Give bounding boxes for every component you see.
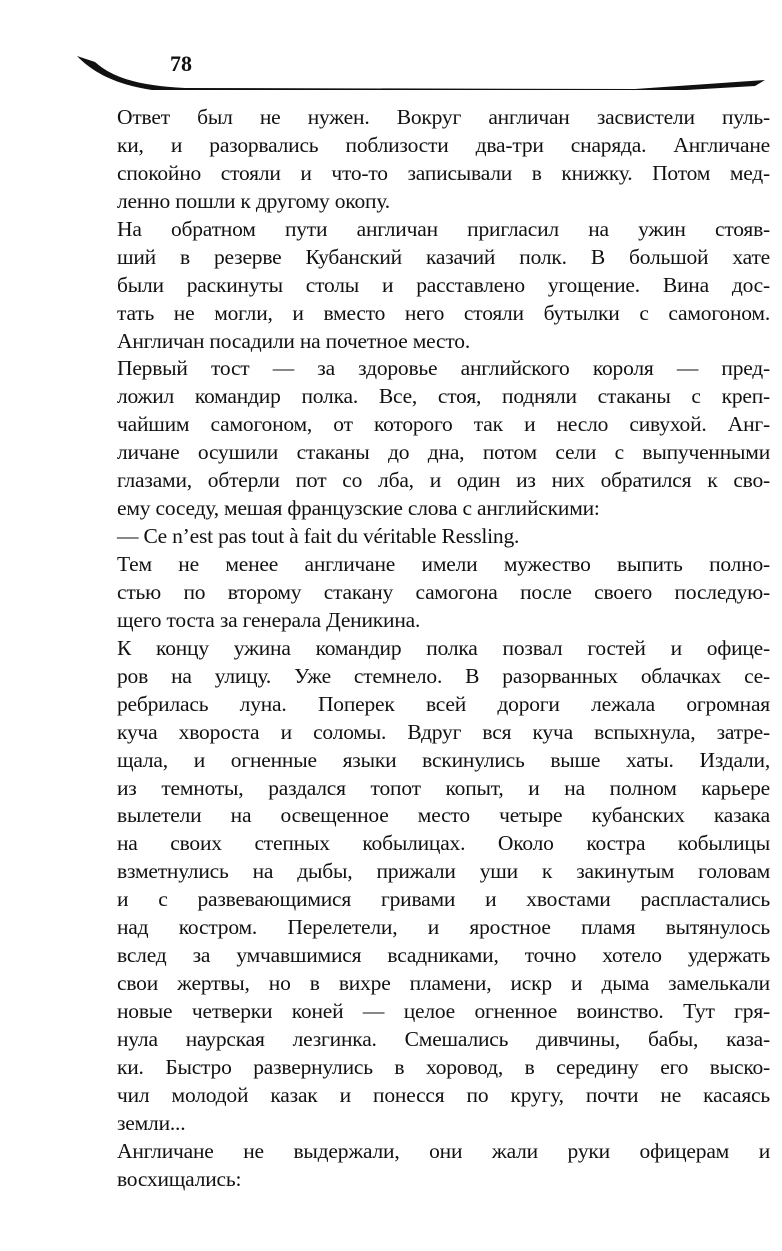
text-line: ки, и разорвались поблизости два-три снаряда. Англичане [117, 132, 770, 157]
text-line: чайшим самогоном, от которого так и несло сивухой. Анг- [117, 412, 770, 437]
text-line: на своих степных кобылицах. Около костра кобылицы [117, 831, 770, 856]
text-line: ший в резерве Кубанский казачий полк. В большой хате [117, 244, 770, 269]
text-line: тать не могли, и вместо него стояли бутылки с самогоном. [117, 300, 770, 325]
text-line: глазами, обтерли пот со лба, и один из них обратился к сво- [117, 468, 770, 493]
text-line: ребрилась луна. Поперек всей дороги лежала огромная [117, 691, 770, 716]
text-line: нула наурская лезгинка. Смешались дивчины, бабы, каза- [117, 1026, 770, 1051]
text-line: личане осушили стаканы до дна, потом сели с выпученными [117, 440, 770, 465]
page-number: 78 [170, 51, 192, 76]
text-line: из темноты, раздался топот копыт, и на полном карьере [117, 775, 770, 800]
text-line: новые четверки коней — целое огненное воинство. Тут гря- [117, 999, 770, 1023]
text-line: ров на улицу. Уже стемнело. В разорванных облачках се- [117, 663, 770, 688]
text-line: чил молодой казак и понесся по кругу, почти не касаясь [117, 1082, 770, 1107]
text-line: Англичан посадили на почетное место. [117, 328, 470, 353]
text-line: ки. Быстро развернулись в хоровод, в середину его выско- [117, 1054, 770, 1079]
text-line: Первый тост — за здоровье английского короля — пред- [117, 356, 770, 381]
text-line: вылетели на освещенное место четыре кубанских казака [117, 803, 770, 828]
text-line: земли... [117, 1110, 186, 1135]
text-line: ленно пошли к другому окопу. [117, 188, 390, 213]
text-line: щего тоста за генерала Деникина. [117, 607, 421, 632]
text-line: над костром. Перелетели, и яростное пламя вытянулось [117, 915, 770, 940]
text-line: куча хвороста и соломы. Вдруг вся куча вспыхнула, затре- [117, 719, 770, 744]
text-line: и с развевающимися гривами и хвостами распластались [117, 887, 770, 912]
text-line: Тем не менее англичане имели мужество выпить полно- [117, 552, 770, 576]
text-line: стью по второму стакану самогона после своего последую- [117, 579, 770, 604]
text-line: свои жертвы, но в вихре пламени, искр и дыма замелькали [117, 971, 770, 996]
text-line: спокойно стояли и что-то записывали в книжку. Потом мед- [117, 160, 770, 185]
body-text [117, 104, 770, 1194]
text-line: взметнулись на дыбы, прижали уши к закинутым головам [117, 859, 770, 884]
text-line: ему соседу, мешая французские слова с английскими: [117, 496, 600, 521]
text-line: Англичане не выдержали, они жали руки офицерам и [117, 1138, 770, 1163]
text-line: вслед за умчавшимися всадниками, точно хотело удержать [117, 943, 770, 968]
text-line: ложил командир полка. Все, стоя, подняли стаканы с креп- [117, 384, 770, 409]
text-line: — Ce n’est pas tout à fait du véritable Ressling. [117, 524, 520, 549]
text-line: К концу ужина командир полка позвал гостей и офице- [117, 635, 770, 660]
text-line: восхищались: [117, 1166, 242, 1191]
text-line: были раскинуты столы и расставлено угощение. Вина дос- [117, 272, 770, 297]
text-line: На обратном пути англичан пригласил на ужин стояв- [117, 216, 770, 241]
text-line: Ответ был не нужен. Вокруг англичан засвистели пуль- [117, 105, 770, 129]
text-line: щала, и огненные языки вскинулись выше хаты. Издали, [117, 747, 770, 772]
